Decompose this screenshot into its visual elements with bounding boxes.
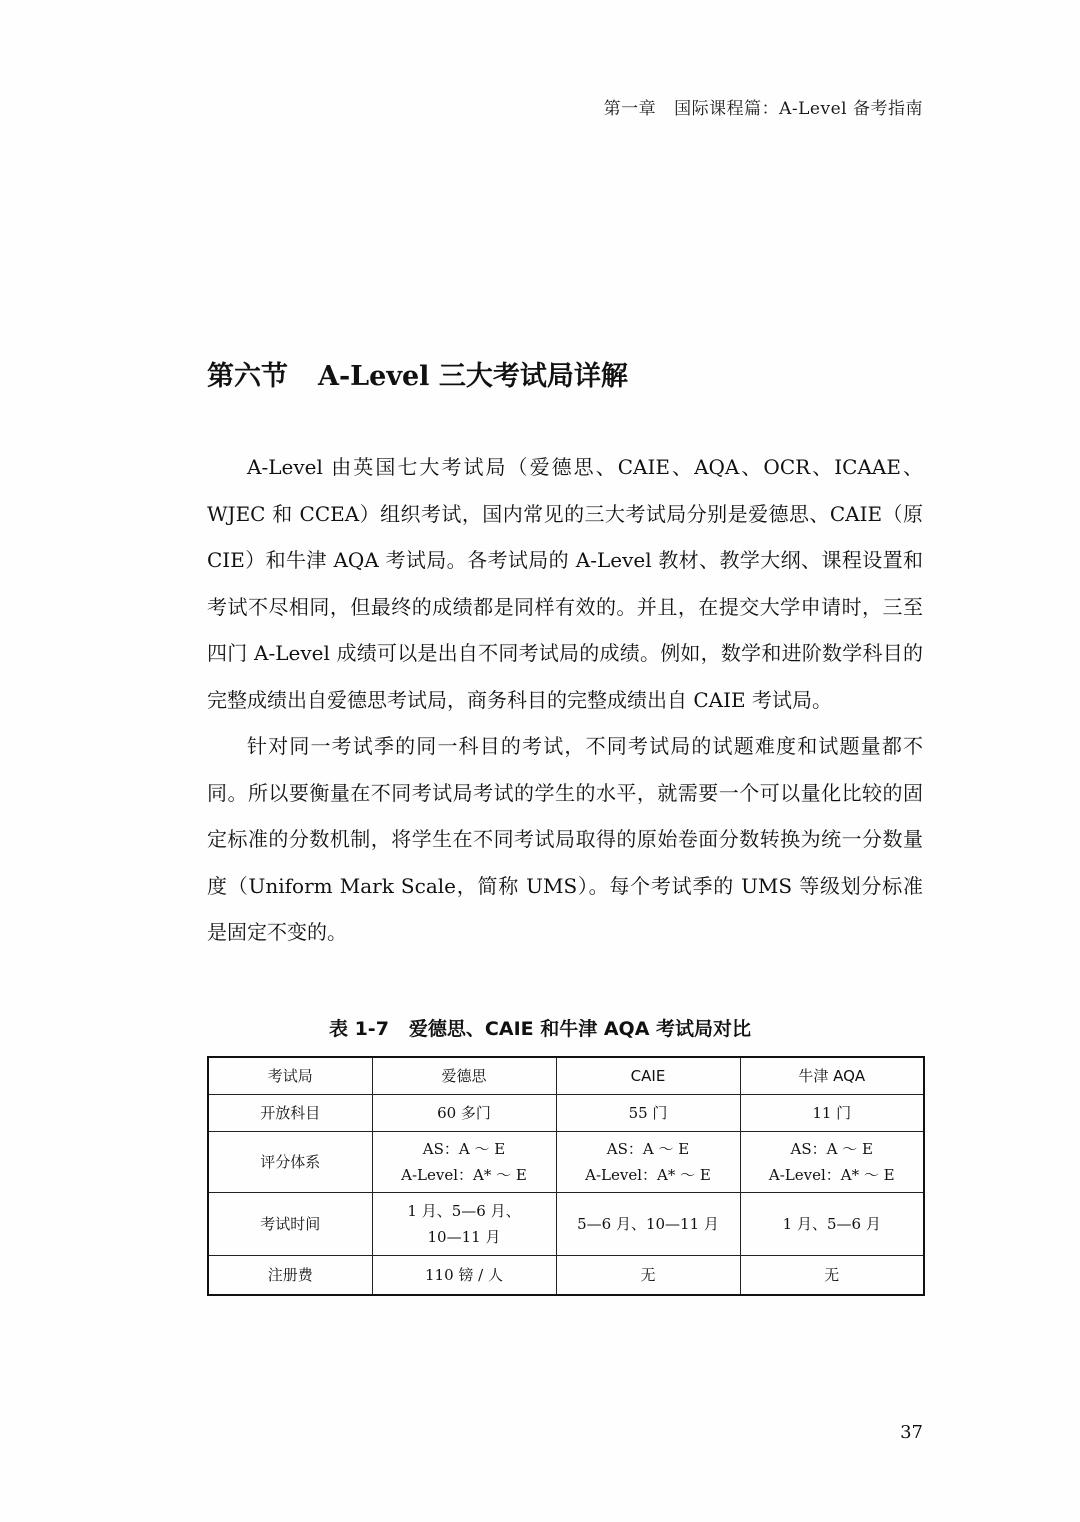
running-header-chapter: 第一章 <box>603 99 657 119</box>
table-cell: AS：A ～ E A-Level：A* ～ E <box>372 1132 556 1193</box>
section-title: A-Level 三大考试局详解 <box>318 361 628 392</box>
table-cell: 60 多门 <box>372 1095 556 1132</box>
table-cell: 无 <box>556 1256 740 1296</box>
table-cell: 11 门 <box>740 1095 924 1132</box>
table-cell: AS：A ～ E A-Level：A* ～ E <box>740 1132 924 1193</box>
header-cell: 爱德思 <box>372 1057 556 1095</box>
table-cell: 1 月、5—6 月 <box>740 1193 924 1256</box>
table-caption-number: 表 1-7 <box>328 1018 389 1040</box>
table-cell: 5—6 月、10—11 月 <box>556 1193 740 1256</box>
table-row <box>208 1095 924 1132</box>
table-cell: AS：A ～ E A-Level：A* ～ E <box>556 1132 740 1193</box>
body-text <box>207 444 923 956</box>
running-header-title: 国际课程篇：A-Level 备考指南 <box>674 99 923 119</box>
page-number: 37 <box>900 1422 923 1443</box>
table-cell: 55 门 <box>556 1095 740 1132</box>
table-row <box>208 1256 924 1296</box>
table-caption <box>0 1014 1080 1041</box>
table-cell: 1 月、5—6 月、 10—11 月 <box>372 1193 556 1256</box>
section-heading <box>207 354 628 393</box>
paragraph: 针对同一考试季的同一科目的考试，不同考试局的试题难度和试题量都不同。所以要衡量在不同考试局考试的学生的水平，就需要一个可以量化比较的固定标准的分数机制，将学生在不同考试局取得的原始卷面分数转换为统一分数量度（Uniform Mark Scale，简称 UMS）。每个考试季的 UMS 等级划分标准是固定不变的。 <box>207 734 923 944</box>
table-cell: 110 镑 / 人 <box>372 1256 556 1296</box>
table-row <box>208 1132 924 1193</box>
running-header <box>604 94 923 119</box>
row-label: 开放科目 <box>208 1095 372 1132</box>
header-cell: 牛津 AQA <box>740 1057 924 1095</box>
header-cell: 考试局 <box>208 1057 372 1095</box>
comparison-table <box>207 1056 925 1296</box>
row-label: 注册费 <box>208 1256 372 1296</box>
row-label: 评分体系 <box>208 1132 372 1193</box>
table-cell: 无 <box>740 1256 924 1296</box>
table-row <box>208 1193 924 1256</box>
table-caption-title: 爱德思、CAIE 和牛津 AQA 考试局对比 <box>408 1018 752 1040</box>
paragraph: A-Level 由英国七大考试局（爱德思、CAIE、AQA、OCR、ICAAE、WJEC 和 CCEA）组织考试，国内常见的三大考试局分别是爱德思、CAIE（原 CIE）和牛津 AQA 考试局。各考试局的 A-Level 教材、教学大纲、课程设置和考试不尽相同，但最终的成绩都是同样有效的。并且，在提交大学申请时，三至四门 A-Level 成绩可以是出自不同考试局的成绩。例如，数学和进阶数学科目的完整成绩出自爱德思考试局，商务科目的完整成绩出自 CAIE 考试局。 <box>207 455 923 712</box>
section-number: 第六节 <box>207 361 288 392</box>
header-cell: CAIE <box>556 1057 740 1095</box>
row-label: 考试时间 <box>208 1193 372 1256</box>
table-header-row <box>208 1057 924 1095</box>
